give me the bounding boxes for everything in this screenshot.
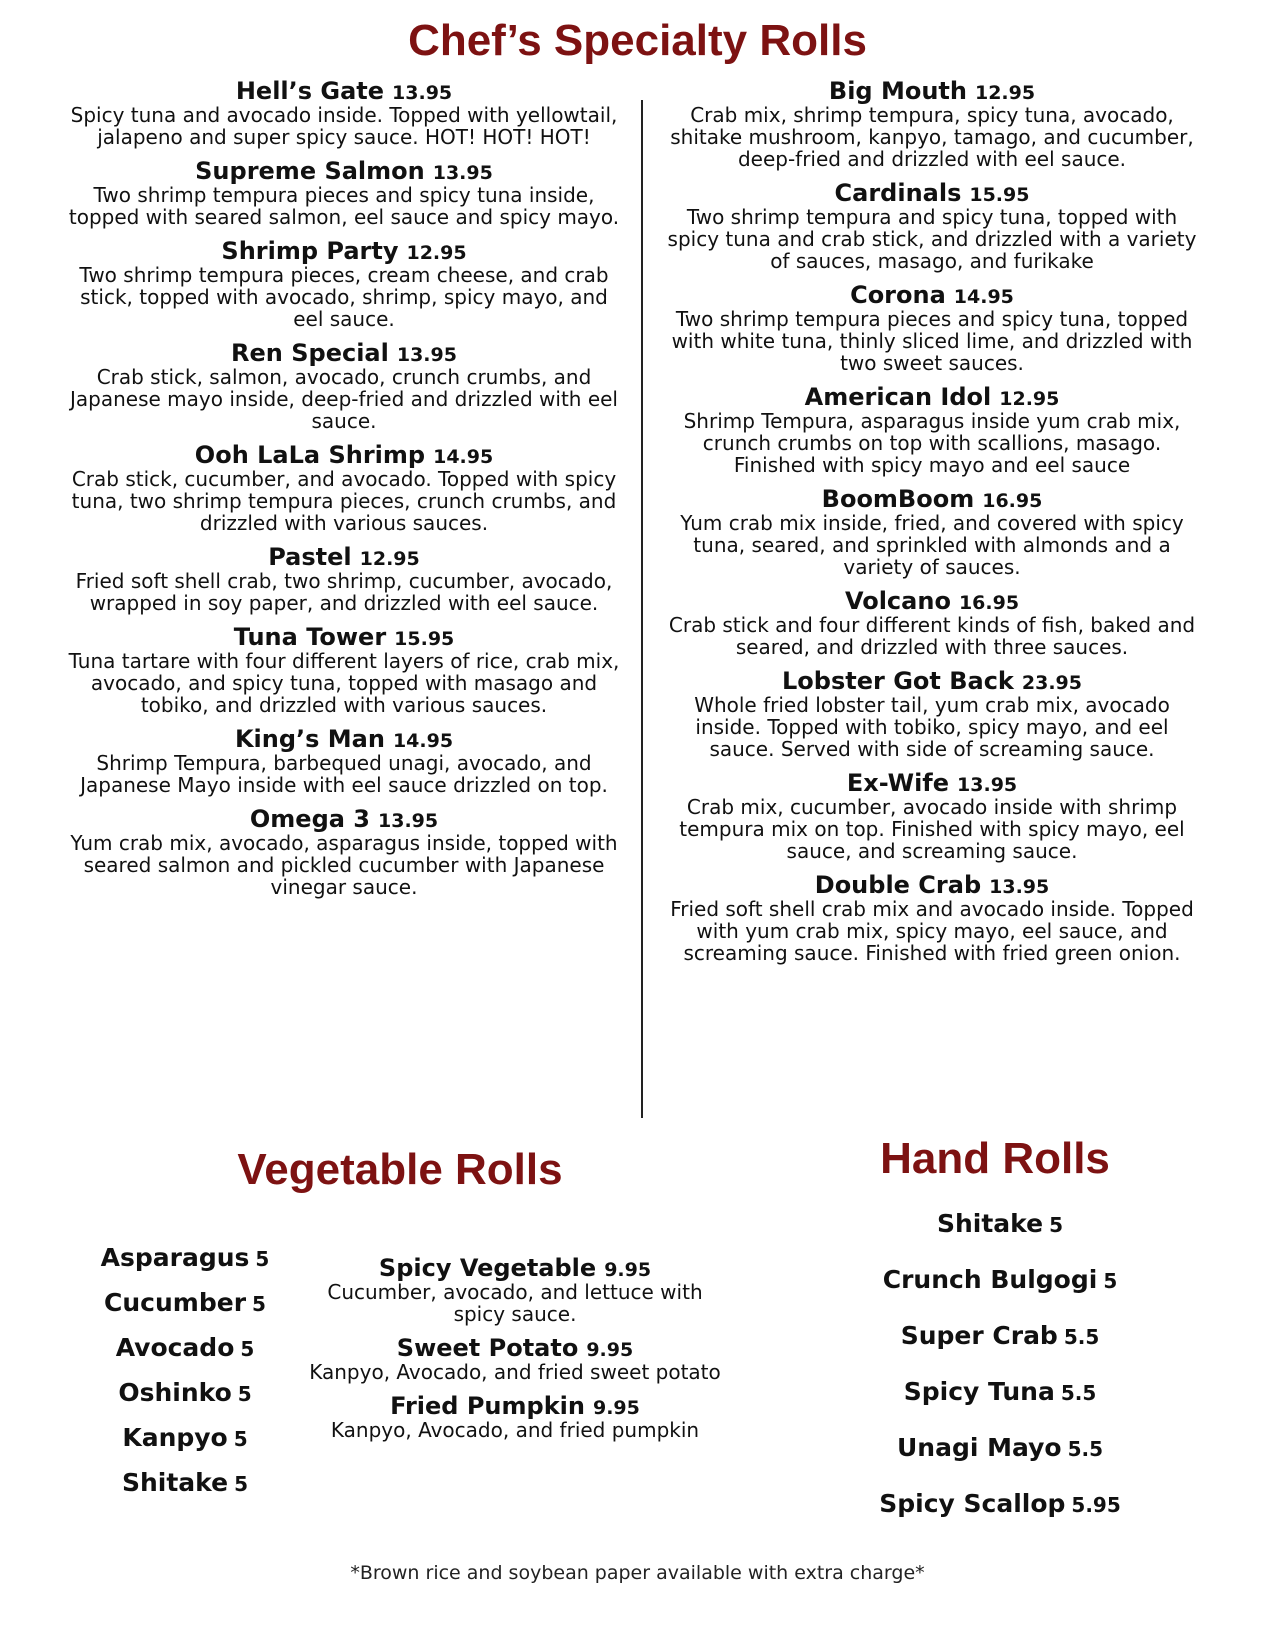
menu-item-heading (62, 238, 626, 264)
hand-rolls-heading: Hand Rolls (880, 1134, 1110, 1183)
menu-item-price: 5 (234, 1472, 249, 1496)
menu-item-name: Kanpyo (122, 1423, 228, 1452)
menu-item-price: 12.95 (999, 388, 1060, 410)
menu-item-heading (62, 726, 626, 752)
menu-item-name: Corona (850, 281, 946, 309)
menu-item-description: Crab stick, salmon, avocado, crunch crumbs, and Japanese mayo inside, deep-fried and drizzled with eel sauce. (70, 365, 618, 433)
menu-item (780, 1266, 1220, 1322)
menu-item-price: 15.95 (394, 628, 455, 650)
menu-item-name: American Idol (804, 383, 992, 411)
menu-item (60, 1424, 310, 1469)
menu-item-price: 9.95 (586, 1339, 634, 1361)
menu-item (660, 588, 1204, 658)
menu-item-name: Volcano (844, 587, 951, 615)
menu-item-name: Shitake (936, 1209, 1044, 1238)
menu-item-description: Shrimp Tempura, asparagus inside yum crab mix, crunch crumbs on top with scallions, masago. Finished with spicy mayo and eel sauce (683, 409, 1181, 477)
menu-item-description: Yum crab mix inside, fried, and covered with spicy tuna, seared, and sprinkled with almonds and a variety of sauces. (680, 511, 1184, 579)
menu-item-price: 13.95 (957, 774, 1018, 796)
menu-item-name: Spicy Vegetable (378, 1254, 597, 1282)
menu-item-description: Shrimp Tempura, barbequed unagi, avocado, and Japanese Mayo inside with eel sauce drizzled on top. (80, 751, 608, 797)
menu-item-description: Fried soft shell crab mix and avocado inside. Topped with yum crab mix, spicy mayo, eel sauce, and screaming sauce. Finished with fried green onion. (670, 897, 1194, 965)
menu-item-heading (660, 180, 1204, 206)
footnote: *Brown rice and soybean paper available with extra charge* (350, 1562, 925, 1584)
menu-item-price: 5.5 (1060, 1381, 1097, 1405)
menu-item (660, 872, 1204, 964)
menu-item-heading (300, 1393, 730, 1419)
menu-item-heading (660, 282, 1204, 308)
menu-item-description: Tuna tartare with four different layers of rice, crab mix, avocado, and spicy tuna, topped with masago and tobiko, and drizzled with various sauces. (68, 649, 620, 717)
menu-item-name: Avocado (115, 1333, 235, 1362)
menu-item (60, 1289, 310, 1334)
menu-item-name: King’s Man (234, 725, 385, 753)
menu-item-description: Crab mix, cucumber, avocado inside with shrimp tempura mix on top. Finished with spicy mayo, eel sauce, and screaming sauce. (679, 795, 1185, 863)
menu-item-description: Cucumber, avocado, and lettuce with spicy sauce. (327, 1280, 703, 1326)
menu-item-heading (300, 1255, 730, 1281)
menu-item-name: Supreme Salmon (195, 157, 425, 185)
menu-item-price: 16.95 (982, 490, 1043, 512)
menu-item-description: Kanpyo, Avocado, and fried sweet potato (309, 1360, 721, 1384)
menu-item-heading (62, 78, 626, 104)
menu-item (60, 1244, 310, 1289)
vegetable-special-list (300, 1255, 730, 1451)
chefs-specialty-heading: Chef’s Specialty Rolls (408, 16, 867, 65)
menu-item-name: Lobster Got Back (782, 667, 1014, 695)
menu-item-price: 5 (255, 1247, 270, 1271)
menu-item-description: Crab stick, cucumber, and avocado. Topped with spicy tuna, two shrimp tempura pieces, crunch crumbs, and drizzled with various sauces. (71, 467, 617, 535)
menu-item-price: 9.95 (592, 1397, 640, 1419)
specialty-left-column (62, 78, 626, 908)
menu-item-name: Ren Special (231, 339, 389, 367)
menu-item (780, 1434, 1220, 1490)
menu-item-name: Cucumber (104, 1288, 247, 1317)
column-divider (641, 100, 643, 1118)
menu-item-name: Crunch Bulgogi (882, 1265, 1098, 1294)
menu-item-price: 5.5 (1063, 1325, 1100, 1349)
menu-item-name: Unagi Mayo (896, 1433, 1062, 1462)
vegetable-simple-list (60, 1244, 310, 1514)
menu-item-name: Shitake (121, 1468, 229, 1497)
menu-item-description: Crab mix, shrimp tempura, spicy tuna, avocado, shitake mushroom, kanpyo, tamago, and cucumber, deep-fried and drizzled with eel sauce. (670, 103, 1194, 171)
menu-item-price: 12.95 (974, 82, 1036, 104)
menu-item-price: 13.95 (396, 344, 457, 366)
menu-item-heading (660, 588, 1204, 614)
menu-item-name: Super Crab (900, 1321, 1058, 1350)
menu-item-description: Whole fried lobster tail, yum crab mix, avocado inside. Topped with tobiko, spicy mayo, and eel sauce. Served with side of screaming sauce. (694, 693, 1170, 761)
menu-item-price: 13.95 (392, 82, 453, 104)
menu-item (62, 158, 626, 228)
menu-item-name: Ooh LaLa Shrimp (194, 441, 426, 469)
menu-item-name: Fried Pumpkin (390, 1392, 585, 1420)
menu-item-price: 5.95 (1071, 1493, 1121, 1517)
menu-item (780, 1378, 1220, 1434)
menu-item-description: Crab stick and four different kinds of fish, baked and seared, and drizzled with three sauces. (668, 613, 1196, 659)
menu-item-heading (62, 544, 626, 570)
menu-item-price: 13.95 (378, 810, 439, 832)
menu-item-price: 13.95 (989, 876, 1050, 898)
menu-item-heading (660, 78, 1204, 104)
menu-item-description: Two shrimp tempura pieces and spicy tuna inside, topped with seared salmon, eel sauce and spicy mayo. (68, 183, 620, 229)
menu-item-price: 5 (1103, 1269, 1118, 1293)
menu-item (62, 340, 626, 432)
menu-item-description: Fried soft shell crab, two shrimp, cucumber, avocado, wrapped in soy paper, and drizzled with eel sauce. (75, 569, 613, 615)
menu-item (62, 442, 626, 534)
menu-item-name: Oshinko (118, 1378, 232, 1407)
menu-item-description: Spicy tuna and avocado inside. Topped with yellowtail, jalapeno and super spicy sauce. HOT! HOT! HOT! (70, 103, 618, 149)
menu-item (62, 78, 626, 148)
menu-item (660, 486, 1204, 578)
menu-item-price: 9.95 (604, 1259, 652, 1281)
menu-item-price: 12.95 (359, 548, 420, 570)
menu-item-heading (660, 668, 1204, 694)
menu-item-name: Sweet Potato (396, 1334, 579, 1362)
menu-item-price: 5 (240, 1337, 255, 1361)
menu-item (62, 806, 626, 898)
menu-item-heading (62, 442, 626, 468)
menu-item-price: 12.95 (406, 242, 467, 264)
menu-item-heading (660, 486, 1204, 512)
menu-item-name: Omega 3 (249, 805, 370, 833)
menu-item-price: 14.95 (953, 286, 1014, 308)
menu-item-heading (62, 158, 626, 184)
menu-item-name: BoomBoom (821, 485, 975, 513)
menu-item-name: Shrimp Party (221, 237, 399, 265)
menu-item-description: Two shrimp tempura pieces, cream cheese, and crab stick, topped with avocado, shrimp, spicy mayo, and eel sauce. (79, 263, 609, 331)
menu-item-description: Two shrimp tempura pieces and spicy tuna, topped with white tuna, thinly sliced lime, and drizzled with two sweet sauces. (671, 307, 1193, 375)
menu-item (780, 1490, 1220, 1546)
menu-item-price: 5 (252, 1292, 266, 1316)
menu-item (780, 1210, 1220, 1266)
menu-item (62, 726, 626, 796)
menu-item-heading (660, 872, 1204, 898)
menu-item (660, 668, 1204, 760)
menu-item-name: Spicy Scallop (879, 1489, 1066, 1518)
menu-item-price: 14.95 (392, 730, 454, 752)
menu-item-price: 23.95 (1021, 672, 1082, 694)
menu-item (660, 180, 1204, 272)
menu-item-price: 14.95 (433, 446, 494, 468)
menu-item-name: Asparagus (100, 1243, 250, 1272)
menu-item (60, 1379, 310, 1424)
menu-item-name: Spicy Tuna (903, 1377, 1055, 1406)
menu-item (300, 1335, 730, 1383)
menu-item-name: Pastel (268, 543, 352, 571)
vegetable-rolls-heading: Vegetable Rolls (237, 1145, 563, 1194)
menu-item-name: Ex-Wife (846, 769, 950, 797)
menu-item-heading (62, 340, 626, 366)
menu-item-price: 5 (1049, 1213, 1064, 1237)
menu-item-price: 5 (237, 1382, 252, 1406)
menu-item-heading (300, 1335, 730, 1361)
menu-item (300, 1393, 730, 1441)
menu-item-description: Yum crab mix, avocado, asparagus inside, topped with seared salmon and pickled cucumber with Japanese vinegar sauce. (70, 831, 618, 899)
menu-item (62, 238, 626, 330)
menu-item (660, 78, 1204, 170)
menu-item-name: Big Mouth (828, 77, 967, 105)
menu-item (300, 1255, 730, 1325)
menu-item (780, 1322, 1220, 1378)
menu-item-price: 5 (233, 1427, 248, 1451)
menu-item-heading (660, 384, 1204, 410)
menu-item-name: Tuna Tower (233, 623, 387, 651)
menu-item-heading (660, 770, 1204, 796)
menu-item-price: 16.95 (958, 592, 1020, 614)
menu-item-description: Two shrimp tempura and spicy tuna, topped with spicy tuna and crab stick, and drizzled with a variety of sauces, masago, and furikake (667, 205, 1197, 273)
menu-item (60, 1334, 310, 1379)
menu-item-description: Kanpyo, Avocado, and fried pumpkin (330, 1418, 700, 1442)
menu-item (62, 544, 626, 614)
menu-item-price: 13.95 (432, 162, 493, 184)
menu-item (660, 282, 1204, 374)
menu-item (62, 624, 626, 716)
menu-item-name: Cardinals (834, 179, 962, 207)
menu-item (660, 384, 1204, 476)
menu-item-name: Double Crab (814, 871, 982, 899)
menu-item-price: 5.5 (1067, 1437, 1104, 1461)
menu-item-heading (62, 624, 626, 650)
menu-item-price: 15.95 (969, 184, 1030, 206)
menu-item (660, 770, 1204, 862)
menu-item-name: Hell’s Gate (235, 77, 385, 105)
menu-item-heading (62, 806, 626, 832)
specialty-right-column (660, 78, 1204, 974)
menu-item (60, 1469, 310, 1514)
hand-rolls-list (780, 1210, 1220, 1546)
